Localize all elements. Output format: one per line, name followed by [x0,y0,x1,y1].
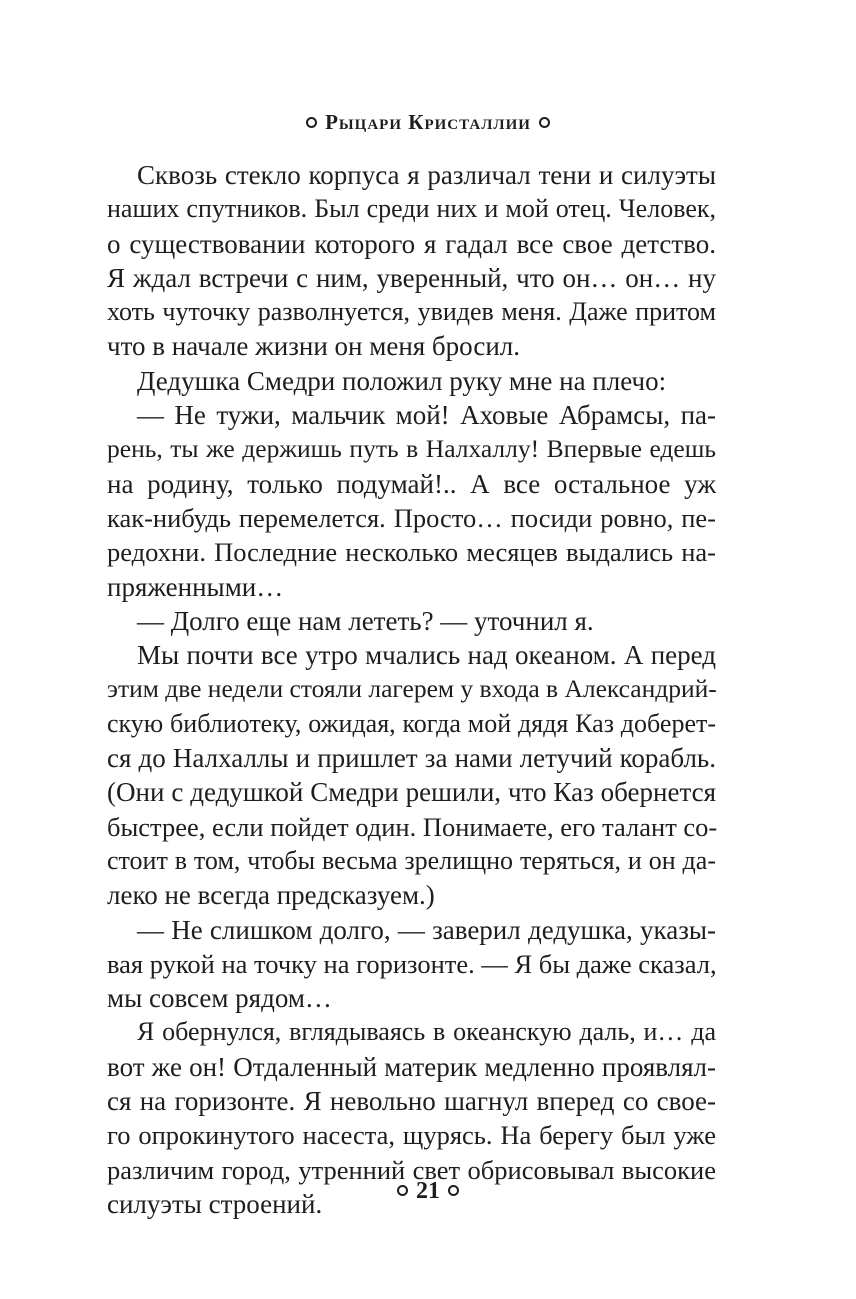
text-line: силуэты строений. [107,1188,323,1219]
text-line: (Они с дедушкой Смедри решили, что Каз обернется [107,777,716,808]
text-line: на родину, только подумай!.. А все остальное уж [107,468,716,499]
text-line: Сквозь стекло корпуса я различал тени и силуэты [137,160,716,190]
text-line: Мы почти все утро мчались над океаном. А перед [137,640,716,671]
ornament-dot-icon [306,117,317,128]
text-line: Я обернулся, вглядываясь в океанскую даль, и… да [137,1017,716,1047]
text-line: редохни. Последние несколько месяцев выдались на- [107,537,716,568]
text-line: рень, ты же держишь путь в Налхаллу! Впервые едешь [107,434,716,464]
text-line: наших спутников. Был среди них и мой отец. Человек, [107,194,716,224]
text-line: ся до Налхаллы и пришлет за нами летучий корабль. [107,743,716,774]
text-line: скую библиотеку, ожидая, когда мой дядя Каз доберет- [107,708,716,738]
text-line: вая рукой на точку на горизонте. — Я бы даже сказал, [107,948,717,979]
text-line: мы совсем рядом… [107,983,332,1014]
text-line: вот же он! Отдаленный материк медленно проявлял- [107,1051,716,1082]
running-head-title: Рыцари Кристаллии [325,110,531,134]
body-text [107,158,716,1221]
text-line: — Не тужи, мальчик мой! Аховые Абрамсы, па- [137,400,716,431]
page-number [0,1176,856,1206]
text-line: леко не всегда предсказуем.) [107,880,435,911]
text-line: ся на горизонте. Я невольно шагнул вперед со свое- [107,1086,716,1117]
text-line: как-нибудь перемелется. Просто… посиди ровно, пе- [107,502,716,533]
text-line: этим две недели стояли лагерем у входа в Александрий- [107,674,717,704]
ornament-dot-icon [397,1185,408,1196]
ornament-dot-icon [448,1185,459,1196]
text-line: Я ждал встречи с ним, уверенный, что он… он… ну [107,262,716,293]
text-line: — Долго еще нам лететь? — уточнил я. [137,605,594,636]
running-head [0,108,856,136]
text-line: — Не слишком долго, — заверил дедушка, указы- [137,914,716,945]
text-line: что в начале жизни он меня бросил. [107,331,521,362]
text-line: стоит в том, чтобы весьма зрелищно теряться, и он да- [107,845,716,875]
ornament-dot-icon [539,117,550,128]
text-line: различим город, утренний свет обрисовывал высокие [107,1154,716,1185]
text-line: пряженными… [107,571,284,602]
text-line: о существовании которого я гадал все свое детство. [107,228,716,259]
text-line: хоть чуточку разволнуется, увидев меня. Даже притом [107,297,716,327]
page-number-value: 21 [416,1178,440,1204]
text-line: Дедушка Смедри положил руку мне на плечо: [137,365,667,396]
text-line: го опрокинутого насеста, щурясь. На берегу был уже [107,1120,716,1151]
text-line: быстрее, если пойдет один. Понимаете, его талант со- [107,811,718,842]
